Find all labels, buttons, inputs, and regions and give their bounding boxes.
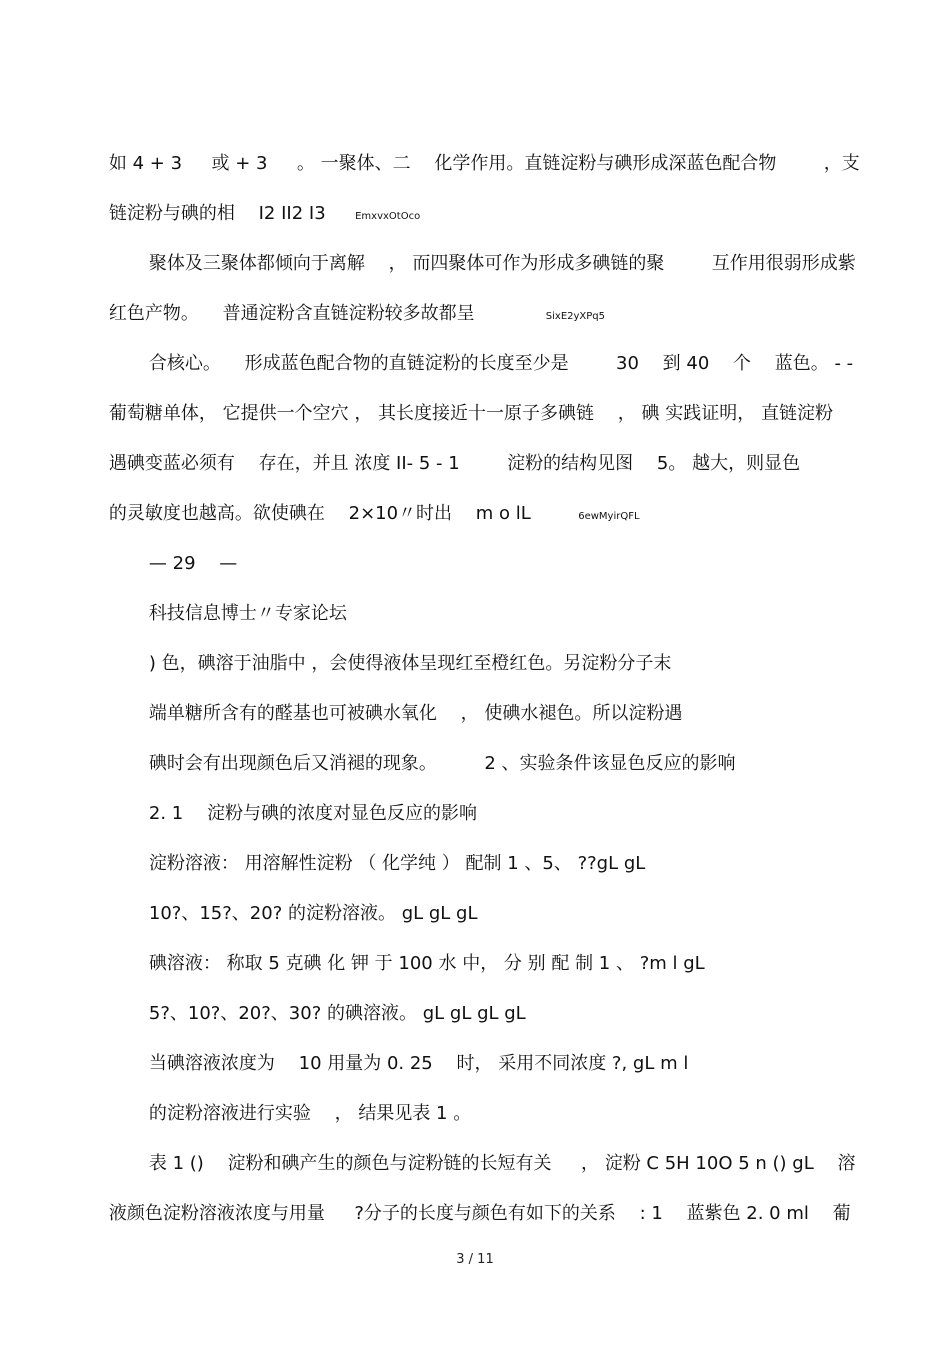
line-text: 碘溶液： 称取 5 克碘 化 钾 于 100 水 中， 分 别 配 制 1 、 ?m l gL xyxy=(148,953,705,974)
line-text: 端单糖所含有的醛基也可被碘水氧化 ， 使碘水褪色。所以淀粉遇 xyxy=(148,703,683,724)
line-text: 5?、10?、20?、30? 的碘溶液。 gL gL gL gL xyxy=(148,1003,526,1024)
line-text: 合核心。 形成蓝色配合物的直链淀粉的长度至少是 30 到 40 个 蓝色。 - - xyxy=(148,353,854,374)
line-text: 如 4 + 3 或 + 3 。 一聚体、二 化学作用。直链淀粉与碘形成深蓝色配合物 ，支 xyxy=(108,153,860,174)
line-text: — 29 — xyxy=(148,553,238,574)
line-text: 2. 1 淀粉与碘的浓度对显色反应的影响 xyxy=(148,803,477,824)
line-text: 的灵敏度也越高。欲使碘在 2×10〃时出 m o lL xyxy=(108,503,579,524)
line-text: 液颜色淀粉溶液浓度与用量 ?分子的长度与颜色有如下的关系 : 1 蓝紫色 2. 0 ml 葡 xyxy=(108,1203,851,1224)
line-text: 当碘溶液浓度为 10 用量为 0. 25 时， 采用不同浓度 ?, gL m l xyxy=(148,1053,689,1074)
line-text: 科技信息博士〃专家论坛 xyxy=(148,603,347,624)
line-text: 表 1 () 淀粉和碘产生的颜色与淀粉链的长短有关 ， 淀粉 C 5H 10O 5 n () gL 溶 xyxy=(148,1153,856,1174)
code-text: 6ewMyirQFL xyxy=(578,511,640,522)
code-text: EmxvxOtOco xyxy=(355,211,421,222)
line-text: 的淀粉溶液进行实验 ， 结果见表 1 。 xyxy=(148,1103,472,1124)
line-text: 碘时会有出现颜色后又消褪的现象。 2 、实验条件该显色反应的影响 xyxy=(148,753,736,774)
text-line-22 xyxy=(86,1181,851,1247)
line-text: 遇碘变蓝必须有 存在，并且 浓度 II- 5 - 1 淀粉的结构见图 5。 越大，则显色 xyxy=(108,453,801,474)
line-text: 聚体及三聚体都倾向于离解 ， 而四聚体可作为形成多碘链的聚 互作用很弱形成紫 xyxy=(148,253,856,274)
page-number: 3 / 11 xyxy=(456,1252,494,1267)
line-text: 红色产物。 普通淀粉含直链淀粉较多故都呈 xyxy=(108,303,546,324)
code-text: SixE2yXPq5 xyxy=(545,311,606,322)
line-text: ) 色，碘溶于油脂中 ，会使得液体呈现红至橙红色。另淀粉分子末 xyxy=(148,653,672,674)
line-text: 10?、15?、20? 的淀粉溶液。 gL gL gL xyxy=(148,903,478,924)
page-footer xyxy=(0,1252,950,1268)
line-text: 淀粉溶液： 用溶解性淀粉 （ 化学纯 ） 配制 1 、5、 ??gL gL xyxy=(148,853,646,874)
line-text: 链淀粉与碘的相 I2 II2 I3 xyxy=(108,203,356,224)
line-text: 葡萄糖单体， 它提供一个空穴 ， 其长度接近十一原子多碘链 ， 碘 实践证明， 直链淀粉 xyxy=(108,403,833,424)
